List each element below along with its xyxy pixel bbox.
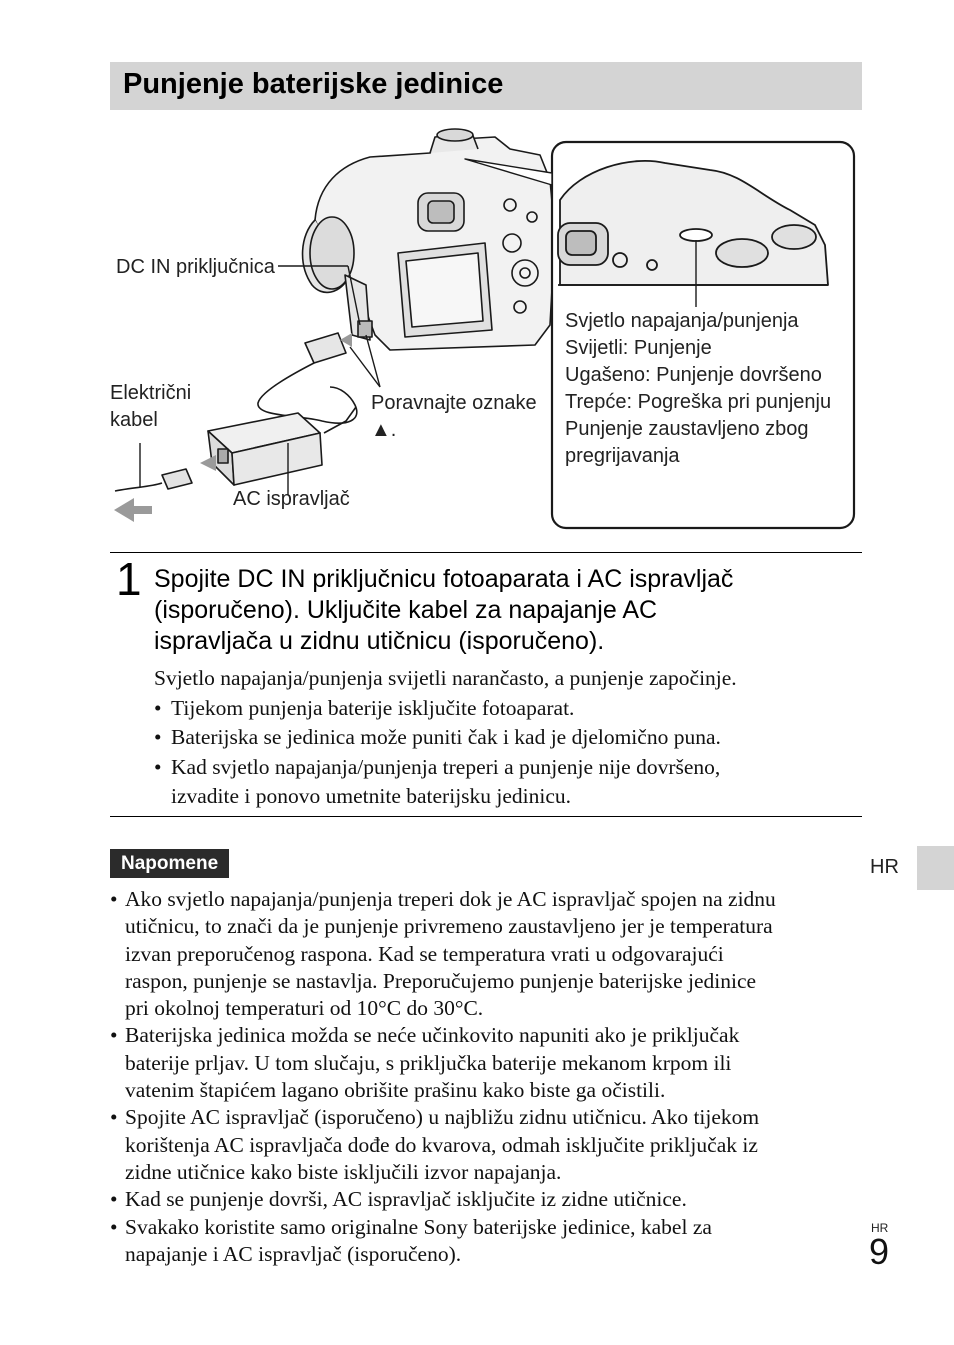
note-1-line-1: • Ako svjetlo napajanja/punjenja treperi dok je AC ispravljač spojen na zidnu	[125, 887, 776, 911]
step-bullet-1	[154, 694, 866, 724]
step-bullet-2	[154, 723, 866, 753]
notes-label: Napomene	[110, 849, 229, 878]
callout-line-3: Ugašeno: Punjenje dovršeno	[565, 364, 822, 386]
language-side-tab	[917, 846, 954, 890]
notes-list	[110, 886, 870, 1268]
step-heading-line-1: Spojite DC IN priključnicu fotoaparata i AC ispravljač	[154, 565, 734, 593]
callout-text	[565, 308, 831, 470]
callout-line-2: Svijetli: Punjenje	[565, 337, 712, 359]
label-align-marks-line1: Poravnajte oznake	[371, 392, 537, 414]
label-power-cable-line2: kabel	[110, 409, 158, 431]
step-intro: Svjetlo napajanja/punjenja svijetli narančasto, a punjenje započinje.	[154, 666, 737, 690]
label-power-cable	[110, 380, 191, 434]
note-item-2	[110, 1022, 870, 1104]
charging-illustration	[100, 125, 870, 545]
label-dc-in-jack: DC IN priključnica	[116, 256, 275, 278]
step-heading-line-2: (isporučeno). Uključite kabel za napajanje AC	[154, 596, 658, 624]
step-heading	[154, 564, 864, 657]
page-number: 9	[869, 1231, 890, 1272]
callout-line-6: pregrijavanja	[565, 445, 680, 467]
note-1-line-4: raspon, punjenje se nastavlja. Preporučujemo punjenje baterijske jedinice	[125, 968, 757, 993]
note-1-line-3: izvan preporučenog raspona. Kad se temperatura vrati u odgovarajući	[125, 941, 724, 966]
note-3-line-1: • Spojite AC ispravljač (isporučeno) u najbližu zidnu utičnicu. Ako tijekom	[125, 1105, 760, 1130]
note-5-line-1: • Svakako koristite samo originalne Sony baterijske jedinice, kabel za	[125, 1214, 712, 1239]
note-item-1	[110, 886, 870, 1022]
step-bullet-1-line-1: • Tijekom punjenja baterije isključite fotoaparat.	[171, 695, 575, 720]
page-title: Punjenje baterijske jedinice	[123, 68, 504, 100]
step-top-rule	[110, 552, 862, 553]
section-title-bar	[110, 62, 862, 110]
step-body	[154, 664, 866, 812]
camera-drawing	[303, 129, 555, 350]
note-5-line-2: napajanje i AC ispravljač (isporučeno).	[125, 1241, 462, 1266]
label-align-marks	[371, 390, 537, 444]
note-4-line-1: • Kad se punjenje dovrši, AC ispravljač isključite iz zidne utičnice.	[125, 1187, 687, 1212]
step-bullet-3	[154, 753, 866, 812]
step-bottom-rule	[110, 816, 862, 817]
callout-line-4: Trepće: Pogreška pri punjenju	[565, 391, 832, 413]
step-heading-line-3: ispravljača u zidnu utičnicu (isporučeno).	[154, 627, 605, 655]
note-1-line-2: utičnicu, to znači da je punjenje privremeno zaustavljeno jer je temperatura	[125, 914, 773, 939]
power-cord-drawing	[115, 469, 192, 491]
step-bullet-2-line-1: • Baterijska se jedinica može puniti čak i kad je djelomično puna.	[171, 725, 721, 749]
note-3-line-3: zidne utičnice kako biste isključili izvor napajanja.	[125, 1159, 562, 1184]
label-power-cable-line1: Električni	[110, 382, 192, 404]
callout-line-1: Svjetlo napajanja/punjenja	[565, 310, 799, 332]
note-item-5	[110, 1214, 870, 1269]
note-3-line-2: korištenja AC ispravljača dođe do kvarova, odmah isključite priključak iz	[125, 1132, 758, 1157]
note-item-3	[110, 1104, 870, 1186]
note-2-line-2: baterije prljav. U tom slučaju, s priključka baterije mekanom krpom ili	[125, 1050, 732, 1075]
page-language-code: HR	[871, 1221, 889, 1235]
step-number: 1	[116, 553, 142, 605]
ac-adapter-drawing	[208, 413, 322, 485]
side-tab-label: HR	[870, 856, 899, 878]
note-2-line-3: vatenim štapićem lagano obrišite prašinu kako biste ga očistili.	[125, 1078, 666, 1103]
label-align-marks-line2: ▲.	[371, 419, 397, 441]
note-2-line-1: • Baterijska jedinica možda se neće učinkovito napuniti ako je priključak	[125, 1023, 740, 1048]
note-1-line-5: pri okolnoj temperaturi od 10°C do 30°C.	[125, 996, 484, 1021]
label-ac-adapter: AC ispravljač	[233, 488, 350, 510]
callout-line-5: Punjenje zaustavljeno zbog	[565, 418, 809, 440]
note-item-4	[110, 1186, 870, 1213]
step-bullet-3-line-1: • Kad svjetlo napajanja/punjenja treperi a punjenje nije dovršeno,	[171, 754, 721, 779]
step-bullet-3-line-2: izvadite i ponovo umetnite baterijsku jedinicu.	[171, 784, 572, 808]
